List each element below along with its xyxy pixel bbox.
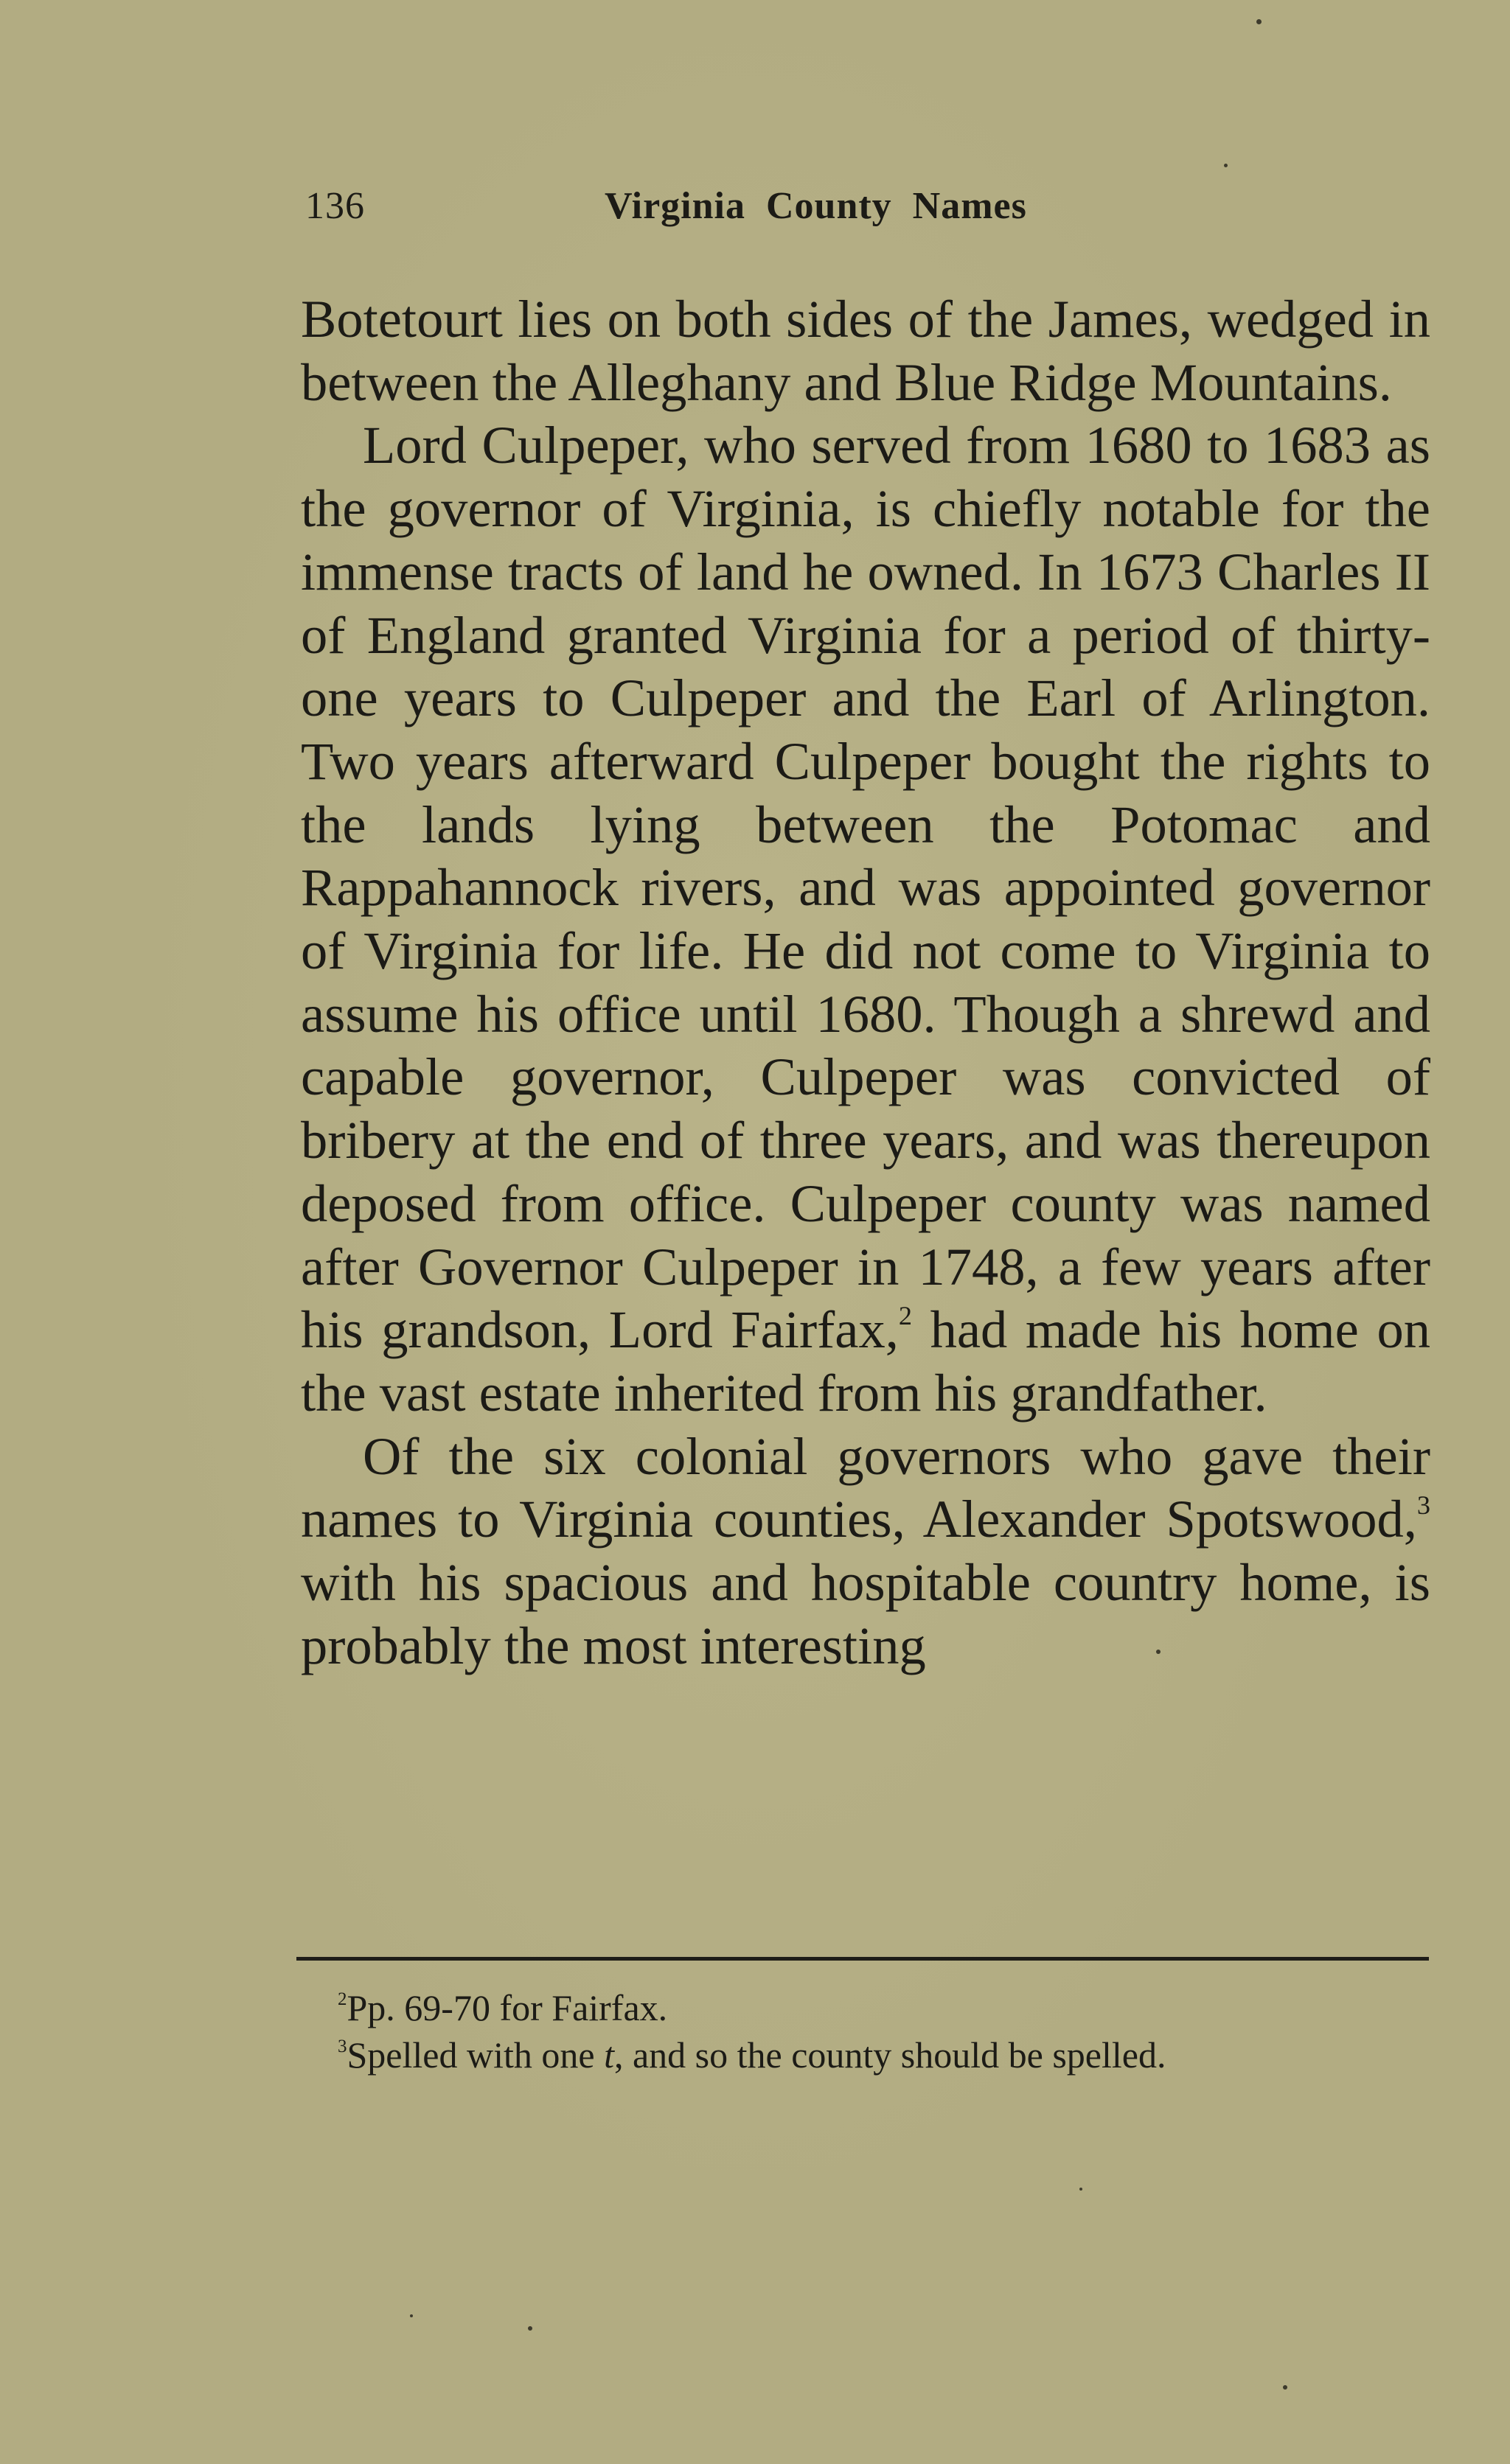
paper-speck <box>1283 2385 1287 2390</box>
footnote-mark: 2 <box>338 1989 347 2009</box>
footnote-2 <box>338 1984 1429 2031</box>
paragraph-botetourt <box>301 287 1430 413</box>
paper-speck <box>1079 2188 1082 2191</box>
paper-speck <box>1256 19 1262 24</box>
paragraph-text: Lord Culpeper, who served from 1680 to 1683 as the governor of Virginia, is chiefly notable for the immense tracts of land he owned. In 1673 Charles II of England granted Virginia for a period of thirty-one years to Culpeper and the Earl of Arlington. Two years afterward Culpeper bought the rights to the lands lying between the Potomac and Rappahannock rivers, and was appointed governor of Virginia for life. He did not come to Virginia to assume his office until 1680. Though a shrewd and capable governor, Culpeper was convicted of bribery at the end of three years, and was thereupon deposed from office. Culpeper county was named after Governor Culpeper in 1748, a few years after his grandson, Lord Fairfax, <box>301 415 1430 1360</box>
footnote-italic-letter: t <box>604 2034 614 2076</box>
paragraph-text: Of the six colonial governors who gave their names to Virginia counties, Alexander Spotswood, <box>301 1425 1430 1549</box>
paragraph-text: with his spacious and hospitable country home, is probably the most interesting <box>301 1552 1430 1675</box>
running-head <box>302 180 1125 231</box>
paragraph-text: had made his home on the vast estate inherited from his grandfather. <box>301 1299 1431 1423</box>
footnote-divider <box>296 1957 1429 1961</box>
page-number: 136 <box>305 185 365 227</box>
footnote-text: Spelled with one <box>347 2034 605 2076</box>
paper-speck <box>1224 164 1228 167</box>
footnote-text: Pp. 69-70 for Fairfax. <box>347 1987 668 2028</box>
running-title: Virginia County Names <box>605 185 1027 227</box>
paragraph-colonial-governors <box>301 1425 1430 1678</box>
footnote-mark: 3 <box>338 2036 347 2056</box>
footnote-reference-3[interactable]: 3 <box>1416 1490 1430 1521</box>
footnotes <box>338 1984 1429 2079</box>
paragraph-text: Botetourt lies on both sides of the James, wedged in between the Alleghany and Blue Ridge Mountains. <box>301 289 1430 412</box>
footnote-reference-2[interactable]: 2 <box>898 1301 912 1331</box>
footnote-text: , and so the county should be spelled. <box>613 2034 1166 2076</box>
paper-speck <box>410 2314 413 2317</box>
body-text <box>301 287 1430 1677</box>
footnote-3 <box>338 2031 1429 2079</box>
paper-speck <box>528 2326 532 2331</box>
paper-speck <box>1156 1650 1161 1654</box>
paragraph-culpeper <box>301 413 1430 1424</box>
